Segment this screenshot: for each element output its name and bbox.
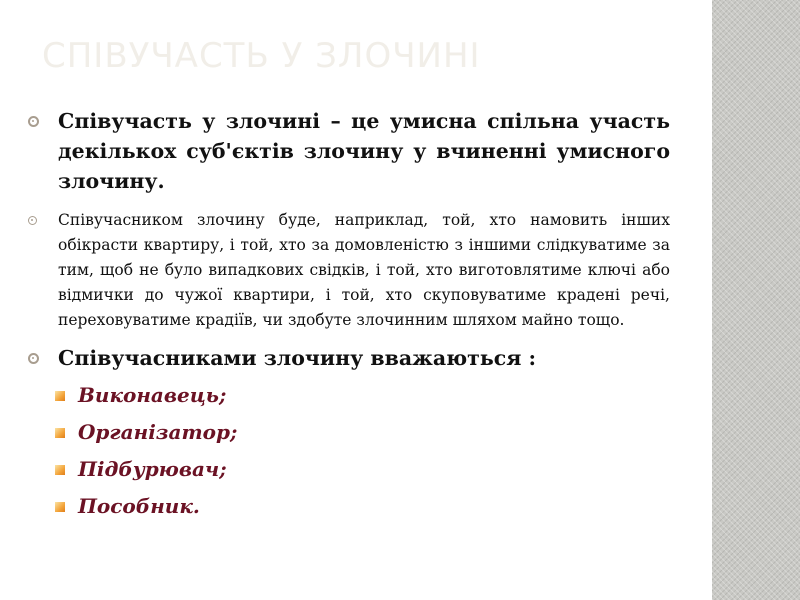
orange-square-bullet-icon — [55, 428, 65, 438]
roles-list — [28, 377, 670, 525]
role-label: Організатор; — [78, 420, 238, 444]
role-label: Підбурювач; — [78, 457, 227, 481]
list-item — [28, 488, 670, 525]
example-text: Співучасником злочину буде, наприклад, той, хто намовить інших обікрасти квартиру, і той, хто за домовленістю з іншими слідкуватиме за тим, щоб не було випадкових свідків, і той, хто виготовлятиме ключі або відмички до чужої квартири, і той, хто скуповуватиме крадені речі, переховуватиме крадіїв, чи здобуте злочинним шляхом майно тощо. — [58, 211, 670, 329]
circle-bullet-icon — [28, 216, 37, 225]
list-item — [28, 414, 670, 451]
decorative-side-band — [712, 0, 800, 600]
list-heading-paragraph — [28, 343, 670, 373]
list-item — [28, 451, 670, 488]
slide-content — [28, 106, 670, 525]
definition-paragraph — [28, 106, 670, 196]
list-heading-text: Співучасниками злочину вважаються : — [58, 346, 537, 370]
role-label: Пособник. — [78, 494, 200, 518]
circle-bullet-icon — [28, 116, 39, 127]
definition-text: Співучасть у злочині – це умисна спільна участь декількох суб'єктів злочину у вчиненні умисного злочину. — [58, 109, 670, 193]
slide-title: СПІВУЧАСТЬ У ЗЛОЧИНІ — [42, 36, 481, 76]
role-label: Виконавець; — [78, 383, 227, 407]
example-paragraph — [28, 208, 670, 333]
orange-square-bullet-icon — [55, 465, 65, 475]
orange-square-bullet-icon — [55, 502, 65, 512]
orange-square-bullet-icon — [55, 391, 65, 401]
circle-bullet-icon — [28, 353, 39, 364]
list-item — [28, 377, 670, 414]
